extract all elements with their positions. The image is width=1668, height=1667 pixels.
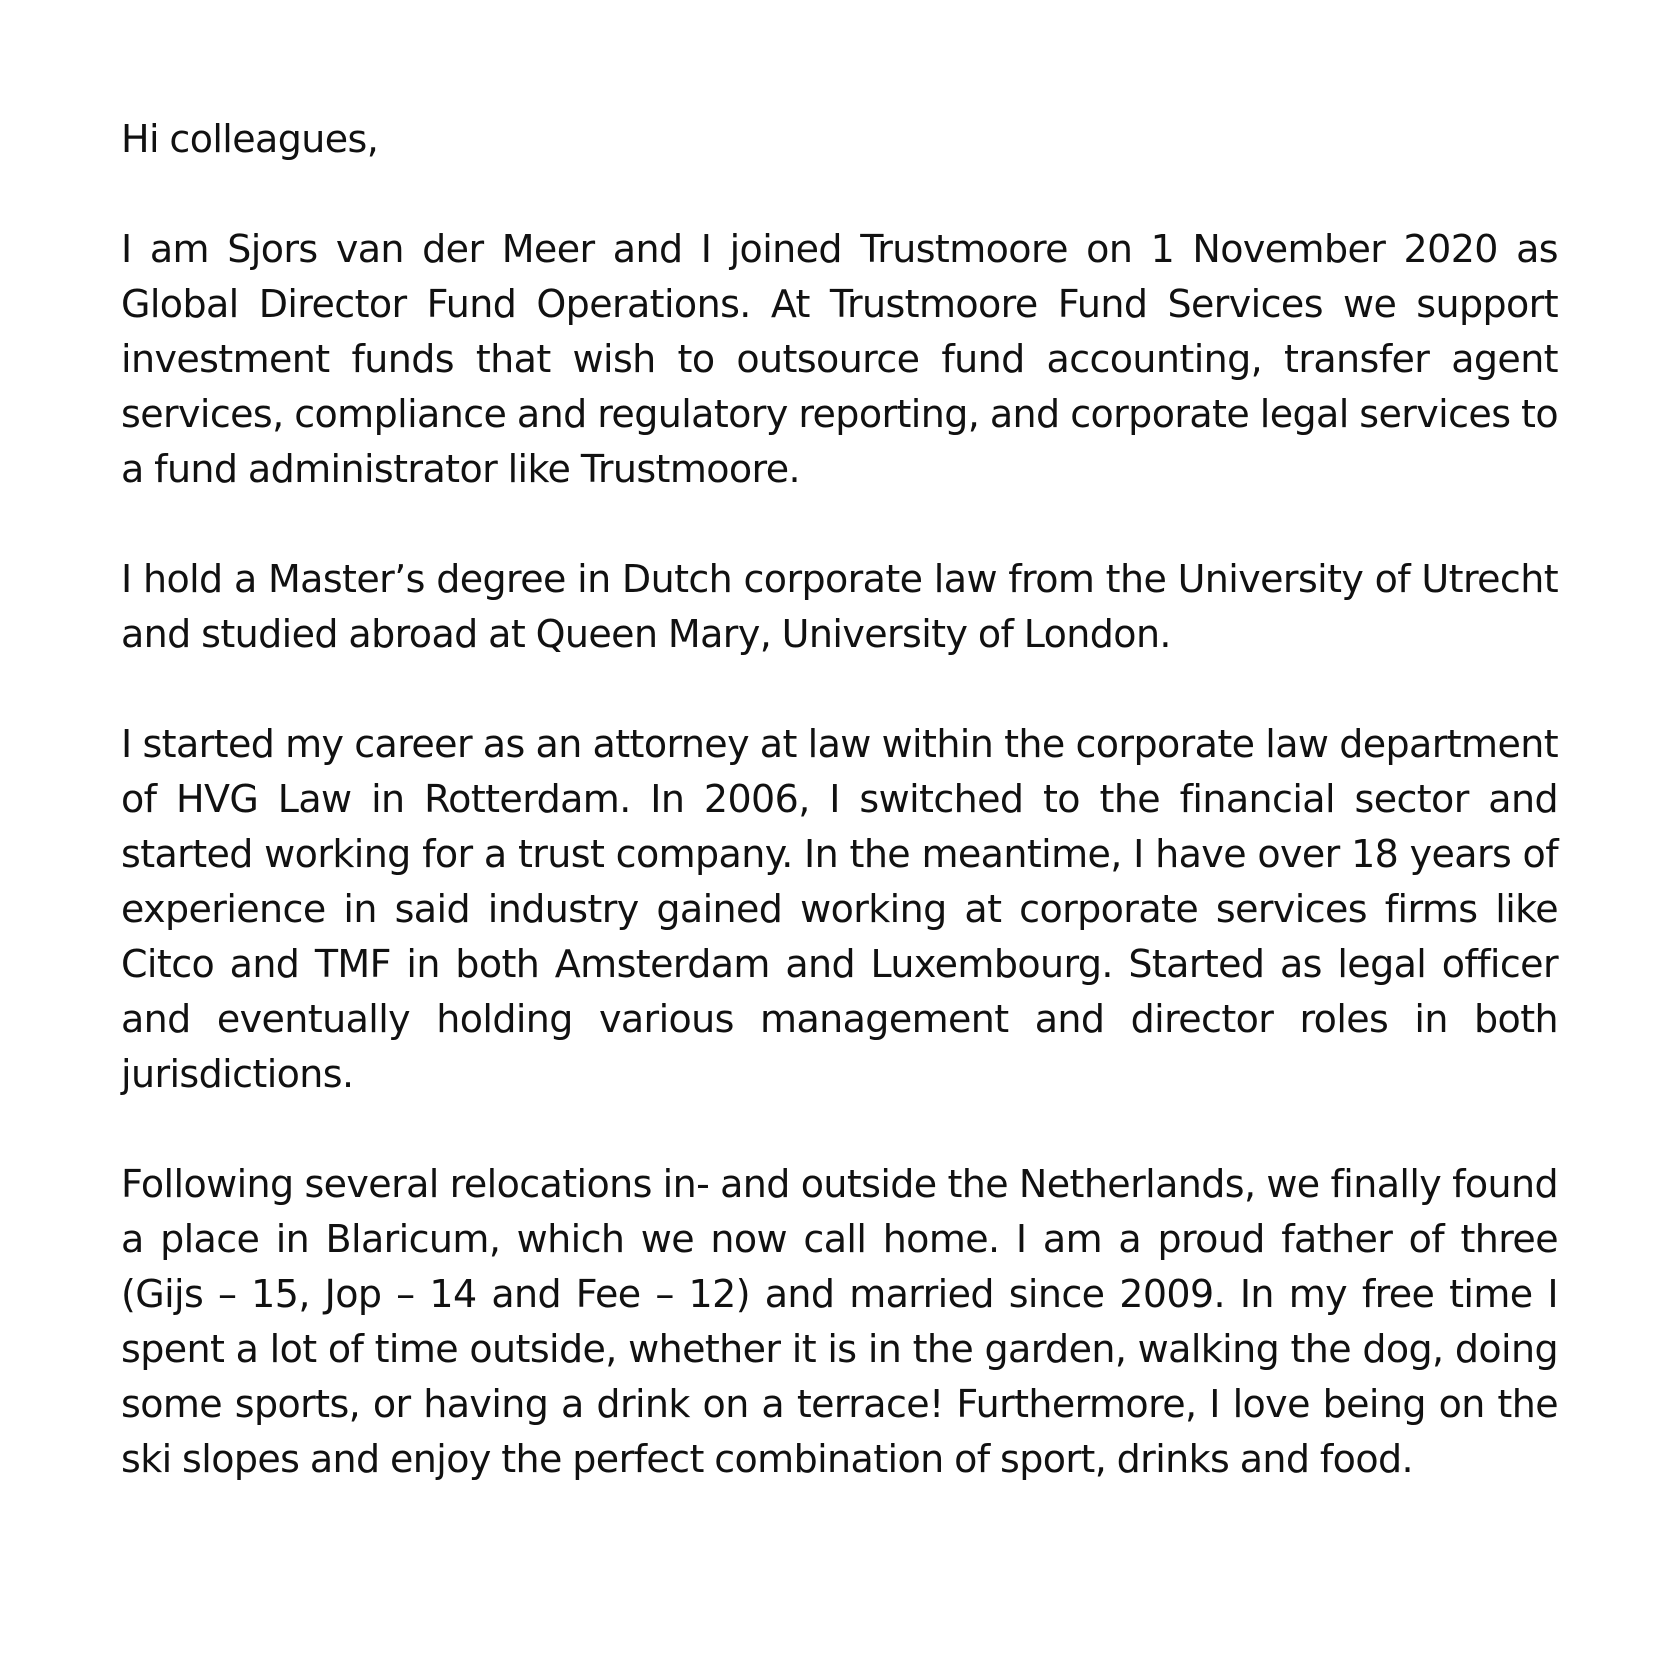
letter-greeting: Hi colleagues, [121,117,379,161]
letter-body [121,112,1558,1487]
letter-paragraph-career: I started my career as an attorney at law within the corporate law department of HVG Law in Rotterdam. In 2006, I switched to the financial sector and started working for a trust company. In the meantime, I have over 18 years of experience in said industry gained working at corporate services firms like Citco and TMF in both Amsterdam and Luxembourg. Started as legal officer and eventually holding various management and director roles in both jurisdictions. [121,722,1558,1096]
letter-paragraph-personal: Following several relocations in- and outside the Netherlands, we finally found a place in Blaricum, which we now call home. I am a proud father of three (Gijs – 15, Jop – 14 and Fee – 12) and married since 2009. In my free time I spent a lot of time outside, whether it is in the garden, walking the dog, doing some sports, or having a drink on a terrace! Furthermore, I love being on the ski slopes and enjoy the perfect combination of sport, drinks and food. [121,1162,1558,1481]
letter-paragraph-intro: I am Sjors van der Meer and I joined Trustmoore on 1 November 2020 as Global Director Fund Operations. At Trustmoore Fund Services we support investment funds that wish to outsource fund accounting, transfer agent services, compliance and regulatory reporting, and corporate legal services to a fund administrator like Trustmoore. [121,227,1558,491]
letter-paragraph-education: I hold a Master’s degree in Dutch corporate law from the University of Utrecht and studied abroad at Queen Mary, University of London. [121,557,1558,656]
